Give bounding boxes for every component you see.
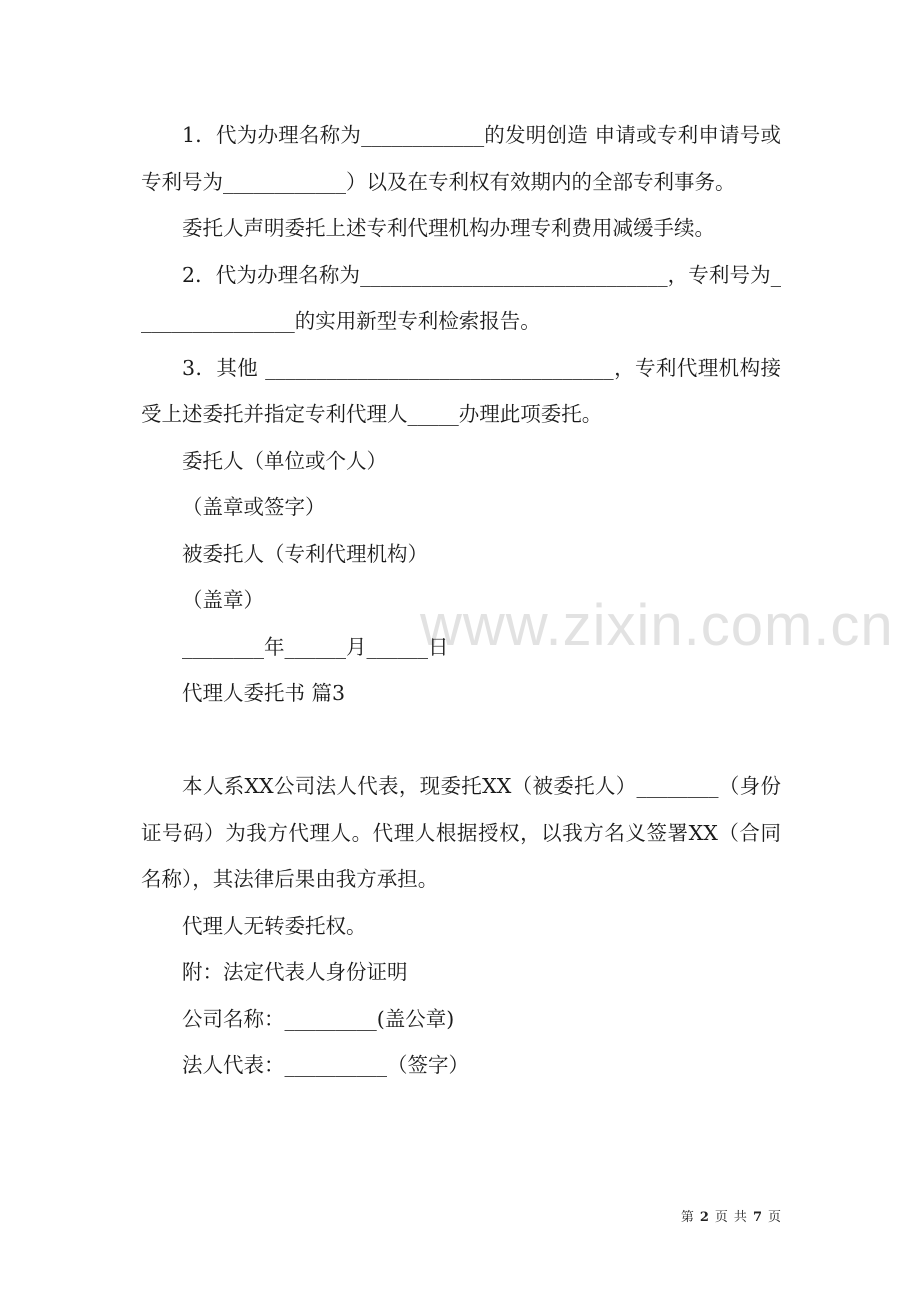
paragraph-fee-reduction: 委托人声明委托上述专利代理机构办理专利费用减缓手续。 (182, 216, 715, 240)
label-agent-seal: （盖章） (182, 588, 264, 612)
document-body (141, 112, 781, 1089)
section-heading: 代理人委托书 篇3 (182, 681, 346, 705)
footer-prefix: 第 (680, 1210, 694, 1225)
label-principal-seal: （盖章或签字） (182, 495, 326, 519)
paragraph-no-sub-delegation: 代理人无转委托权。 (182, 913, 367, 938)
page-footer (0, 1206, 781, 1225)
paragraph-other-matters: 3．其他 __________________________________，专利代理机构接受上述委托并指定专利代理人_____办理此项委托。 (141, 355, 781, 426)
field-company-name: 公司名称：_________(盖公章) (182, 1006, 455, 1031)
watermark: www.zixin.com.cn (420, 593, 894, 658)
field-legal-representative: 法人代表：__________（签字） (182, 1053, 469, 1077)
footer-suffix: 页 (767, 1210, 781, 1225)
label-agent-institution: 被委托人（专利代理机构） (182, 541, 428, 566)
footer-page-unit: 页 (714, 1210, 728, 1225)
paragraph-authorization: 本人系XX公司法人代表，现委托XX（被委托人）________（身份证号码）为我方代理人。代理人根据授权，以我方名义签署XX（合同名称），其法律后果由我方承担。 (141, 774, 781, 891)
footer-total-label: 共 (733, 1210, 747, 1225)
footer-total-pages: 7 (752, 1210, 762, 1225)
date-line: ________年______月______日 (182, 634, 449, 659)
paragraph-attachment: 附：法定代表人身份证明 (182, 960, 408, 984)
paragraph-invention-agency: 1．代为办理名称为____________的发明创造 申请或专利申请号或专利号为____________）以及在专利权有效期内的全部专利事务。 (141, 123, 781, 194)
footer-current-page: 2 (699, 1210, 709, 1225)
label-principal: 委托人（单位或个人） (182, 448, 387, 473)
paragraph-utility-model-report: 2．代为办理名称为______________________________，专利号为________________的实用新型专利检索报告。 (141, 262, 781, 333)
